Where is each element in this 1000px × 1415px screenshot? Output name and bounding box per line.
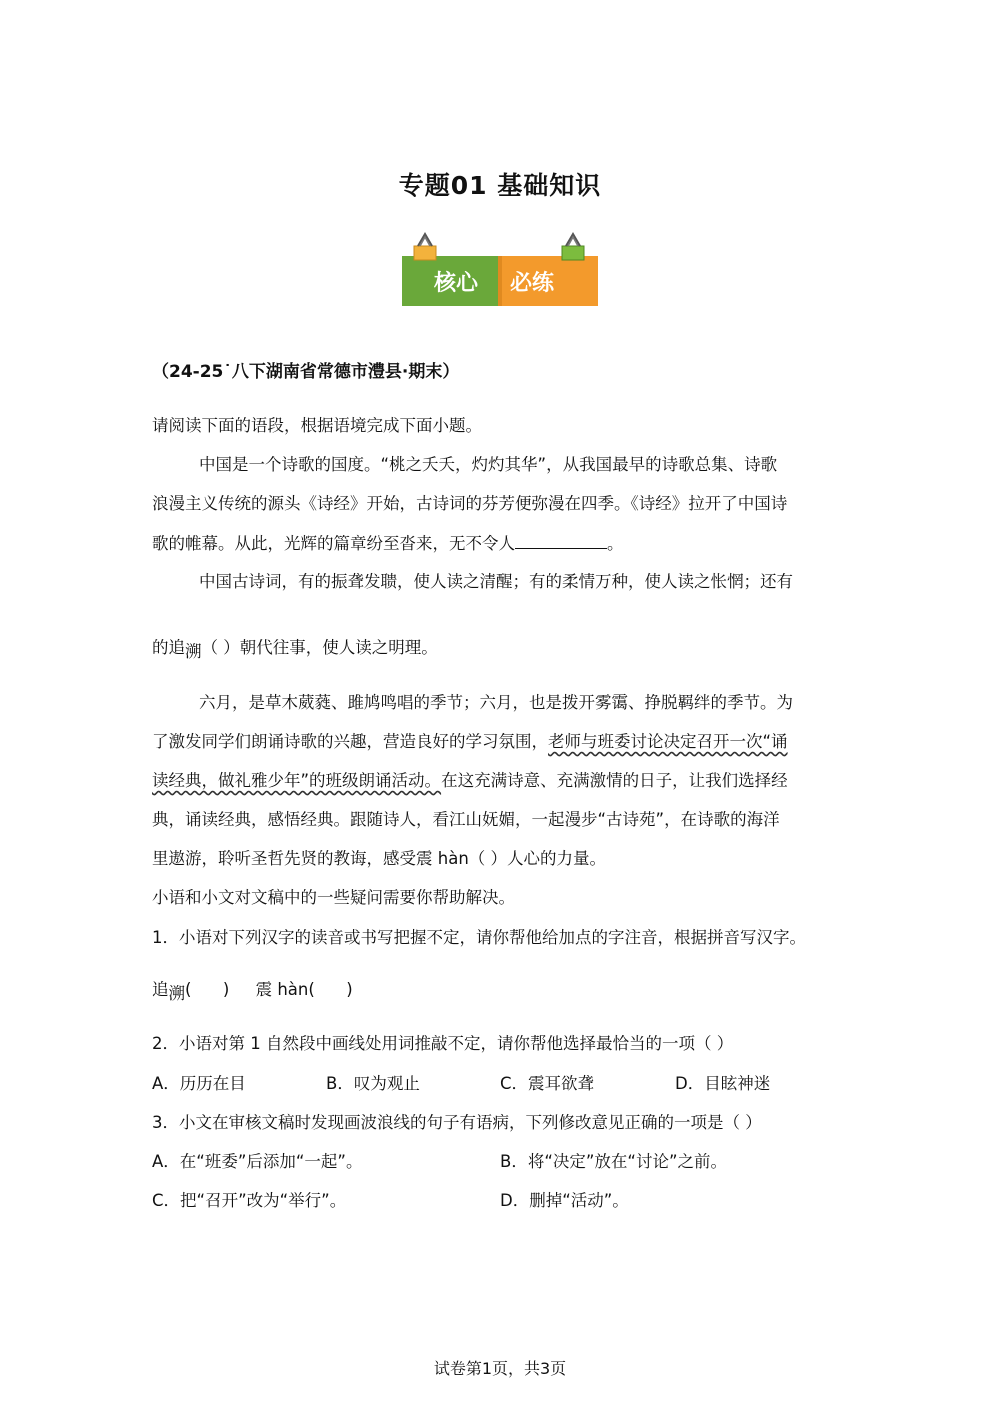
question-1: 1．小语对下列汉字的读音或书写把握不定，请你帮他给加点的字注音，根据拼音写汉字。 xyxy=(152,928,806,947)
question-3: 3．小文在审核文稿时发现画波浪线的句子有语病，下列修改意见正确的一项是（ ） xyxy=(152,1113,762,1132)
badge-left-text: 核心 xyxy=(433,271,479,296)
passage-p1-line3: 歌的帷幕。从此，光辉的篇章纷至沓来，无不令人 。 xyxy=(152,534,624,553)
badge-right-text: 必练 xyxy=(509,271,555,296)
question-3-option-d: D．删掉“活动”。 xyxy=(500,1191,629,1210)
passage-p2-line1: 中国古诗词，有的振聋发聩，使人读之清醒；有的柔情万种，使人读之怅惘；还有 xyxy=(199,572,793,591)
passage-p1-line3-text: 歌的帷幕。从此，光辉的篇章纷至沓来，无不令人 xyxy=(152,534,515,553)
page-title: 专题01 基础知识 xyxy=(398,171,602,200)
core-practice-badge xyxy=(402,232,598,308)
page-footer: 试卷第1页，共3页 xyxy=(433,1359,567,1378)
source-line: （24-25˙八下湖南省常德市澧县·期末） xyxy=(152,362,460,382)
passage-p3-line4: 典，诵读经典，感悟经典。跟随诗人，看江山妩媚，一起漫步“古诗苑”，在诗歌的海洋 xyxy=(152,810,780,829)
passage-p3-line1: 六月，是草木葳蕤、雎鸠鸣唱的季节；六月，也是拨开雾霭、挣脱羁绊的季节。为 xyxy=(199,693,793,712)
question-1-answer-line: 追溯( ) 震 hàn( ) xyxy=(152,980,353,1003)
badge-graphic xyxy=(402,232,598,308)
passage-p2-line2: 的追溯（ ）朝代往事，使人读之明理。 xyxy=(152,638,438,661)
question-2: 2．小语对第 1 自然段中画线处用词推敲不定，请你帮他选择最恰当的一项（ ） xyxy=(152,1034,734,1053)
passage-p1-line2: 浪漫主义传统的源头《诗经》开始，古诗词的芬芳便弥漫在四季。《诗经》拉开了中国诗 xyxy=(152,494,788,513)
fill-blank-line xyxy=(515,532,607,549)
question-2-option-a: A．历历在目 xyxy=(152,1074,246,1093)
intro-line: 请阅读下面的语段，根据语境完成下面小题。 xyxy=(152,416,482,435)
passage-p3-line3: 读经典，做礼雅少年”的班级朗诵活动。在这充满诗意、充满激情的日子，让我们选择经 xyxy=(152,771,788,790)
question-2-option-c: C．震耳欲聋 xyxy=(500,1074,595,1093)
question-2-option-d: D．目眩神迷 xyxy=(675,1074,771,1093)
passage-p3-line2: 了激发同学们朗诵诗歌的兴趣，营造良好的学习氛围，老师与班委讨论决定召开一次“诵 xyxy=(152,732,788,751)
question-3-option-a: A．在“班委”后添加“一起”。 xyxy=(152,1152,363,1171)
clip-right-icon xyxy=(562,234,584,260)
wavy-sentence-part2: 读经典，做礼雅少年”的班级朗诵活动。 xyxy=(152,771,442,790)
question-2-option-b: B．叹为观止 xyxy=(326,1074,420,1093)
dotted-char: 溯 xyxy=(185,642,202,661)
help-line: 小语和小文对文稿中的一些疑问需要你帮助解决。 xyxy=(152,888,515,907)
passage-p1-line1: 中国是一个诗歌的国度。“桃之夭夭，灼灼其华”，从我国最早的诗歌总集、诗歌 xyxy=(199,455,778,474)
clip-left-icon xyxy=(414,234,436,260)
question-3-option-c: C．把“召开”改为“举行”。 xyxy=(152,1191,347,1210)
passage-p3-line5: 里遨游，聆听圣哲先贤的教诲，感受震 hàn（ ）人心的力量。 xyxy=(152,849,607,868)
question-3-option-b: B．将“决定”放在“讨论”之前。 xyxy=(500,1152,728,1171)
dotted-char: 溯 xyxy=(168,984,185,1003)
wavy-sentence-part1: 老师与班委讨论决定召开一次“诵 xyxy=(548,732,788,751)
